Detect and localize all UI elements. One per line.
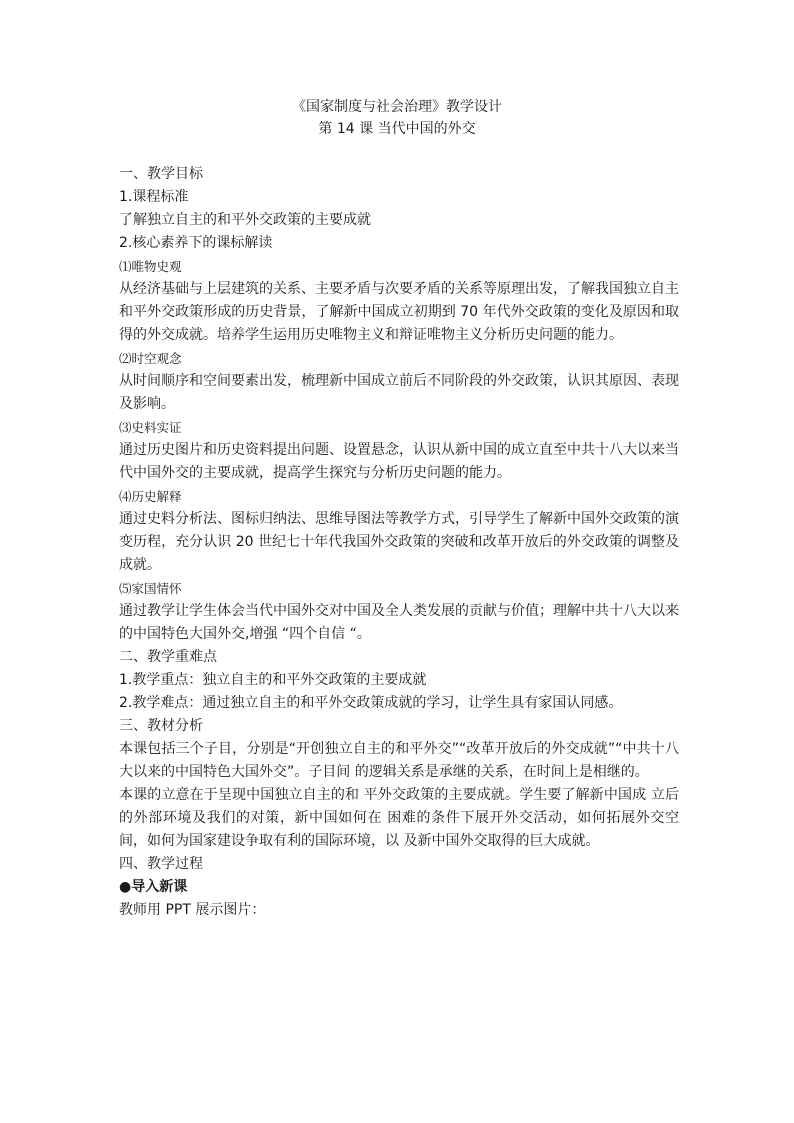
literacy-label-patriotism: ⑸家国情怀 — [119, 581, 182, 596]
literacy-label-evidence: ⑶史料实证 — [119, 420, 182, 435]
literacy-text-evidence: 通过历史图片和历史资料提出问题、设置悬念，认识从新中国的成立直至中共十八大以来当代中国外交的主要成就，提高学生探究与分析历史问题的能力。 — [119, 442, 679, 481]
subheading-core-literacy: 2.核心素养下的课标解读 — [119, 235, 273, 251]
literacy-label-interpretation: ⑷历史解释 — [119, 489, 182, 504]
key-point-text: 1.教学重点：独立自主的和平外交政策的主要成就 — [119, 672, 427, 688]
document-title: 《国家制度与社会治理》教学设计 — [292, 99, 502, 115]
material-analysis-paragraph-2: 本课的立意在于呈现中国独立自主的和 平外交政策的主要成就。学生要了解新中国成 立后的外部环境及我们的对策，新中国如何在 困难的条件下展开外交活动，如何拓展外交空间，如何为国家建设争取有利的国际环境，以 及新中国外交取得的巨大成就。 — [119, 787, 679, 849]
section-heading-material-analysis: 三、教材分析 — [119, 718, 203, 734]
curriculum-standard-text: 了解独立自主的和平外交政策的主要成就 — [119, 212, 371, 228]
literacy-label-materialism: ⑴唯物史观 — [119, 259, 182, 274]
section-heading-teaching-process: 四、教学过程 — [119, 856, 203, 872]
title-block — [0, 96, 794, 140]
material-analysis-paragraph-1: 本课包括三个子目，分别是“开创独立自主的和平外交”“改革开放后的外交成就”“中共十八大以来的中国特色大国外交”。子目间 的逻辑关系是承继的关系，在时间上是相继的。 — [119, 741, 679, 780]
document-body — [119, 163, 679, 922]
lesson-title: 第 14 课 当代中国的外交 — [318, 121, 476, 137]
subheading-introduction: ●导入新课 — [119, 879, 188, 895]
literacy-label-time-space: ⑵时空观念 — [119, 351, 182, 366]
literacy-text-interpretation: 通过史料分析法、图标归纳法、思维导图法等教学方式，引导学生了解新中国外交政策的演变历程，充分认识 20 世纪七十年代我国外交政策的突破和改革开放后的外交政策的调整及成就。 — [119, 511, 679, 573]
literacy-text-patriotism: 通过教学让学生体会当代中国外交对中国及全人类发展的贡献与价值；理解中共十八大以来的中国特色大国外交,增强 “四个自信 “。 — [119, 603, 679, 642]
subheading-curriculum-standard: 1.课程标准 — [119, 189, 189, 205]
section-heading-key-points: 二、教学重难点 — [119, 649, 217, 665]
literacy-text-materialism: 从经济基础与上层建筑的关系、主要矛盾与次要矛盾的关系等原理出发，了解我国独立自主和平外交政策形成的历史背景，了解新中国成立初期到 70 年代外交政策的变化及原因和取得的外交成就。培养学生运用历史唯物主义和辩证唯物主义分析历史问题的能力。 — [119, 281, 679, 343]
introduction-text: 教师用 PPT 展示图片： — [119, 902, 266, 918]
difficult-point-text: 2.教学难点：通过独立自主的和平外交政策成就的学习，让学生具有家国认同感。 — [119, 695, 623, 711]
literacy-text-time-space: 从时间顺序和空间要素出发，梳理新中国成立前后不同阶段的外交政策，认识其原因、表现及影响。 — [119, 373, 679, 412]
section-heading-objectives: 一、教学目标 — [119, 166, 203, 182]
